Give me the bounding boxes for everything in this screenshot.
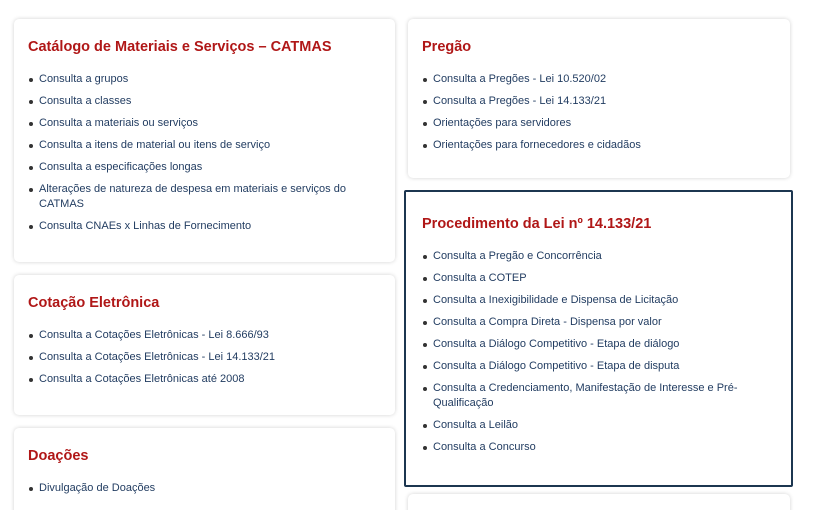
bullet-icon (29, 78, 33, 82)
list-item (28, 350, 381, 365)
list-item (28, 328, 381, 343)
card-title-procedimento-lei: Procedimento da Lei nº 14.133/21 (422, 216, 652, 232)
list-item (422, 315, 777, 330)
list-item (422, 94, 776, 109)
card-cotacao (14, 275, 395, 415)
list-item (422, 249, 777, 264)
bullet-icon (423, 122, 427, 126)
link-consulta-cnaes[interactable]: Consulta CNAEs x Linhas de Fornecimento (39, 220, 252, 232)
link-dialogo-competitivo-disputa[interactable]: Consulta a Diálogo Competitivo - Etapa de disputa (433, 360, 680, 372)
list-item (422, 271, 777, 286)
link-pregoes-14133[interactable]: Consulta a Pregões - Lei 14.133/21 (433, 95, 607, 107)
bullet-icon (423, 255, 427, 259)
bullet-icon (423, 299, 427, 303)
link-list-catmas (28, 72, 381, 234)
card-title-cotacao: Cotação Eletrônica (28, 295, 160, 311)
list-item (28, 138, 381, 153)
link-pregao-concorrencia[interactable]: Consulta a Pregão e Concorrência (433, 250, 602, 262)
link-alteracoes-natureza[interactable]: Alterações de natureza de despesa em materiais e serviços do CATMAS (39, 183, 346, 210)
link-consulta-itens[interactable]: Consulta a itens de material ou itens de serviço (39, 139, 271, 151)
bullet-icon (29, 166, 33, 170)
list-item (422, 116, 776, 131)
bullet-icon (29, 334, 33, 338)
link-dialogo-competitivo-dialogo[interactable]: Consulta a Diálogo Competitivo - Etapa de diálogo (433, 338, 680, 350)
link-list-cotacao (28, 328, 381, 387)
card-catmas (14, 19, 395, 262)
list-item (422, 381, 777, 411)
list-item (28, 182, 381, 212)
list-item (28, 116, 381, 131)
list-item (422, 440, 777, 455)
bullet-icon (423, 424, 427, 428)
link-pregoes-10520[interactable]: Consulta a Pregões - Lei 10.520/02 (433, 73, 607, 85)
bullet-icon (29, 487, 33, 491)
link-list-doacoes (28, 481, 381, 496)
card-pregao (408, 19, 790, 178)
link-divulgacao-doacoes[interactable]: Divulgação de Doações (39, 482, 156, 494)
link-compra-direta[interactable]: Consulta a Compra Direta - Dispensa por valor (433, 316, 662, 328)
list-item (28, 372, 381, 387)
link-consulta-classes[interactable]: Consulta a classes (39, 95, 132, 107)
link-concurso[interactable]: Consulta a Concurso (433, 441, 536, 453)
bullet-icon (29, 100, 33, 104)
list-item (422, 337, 777, 352)
bullet-icon (423, 144, 427, 148)
link-orientacoes-fornecedores[interactable]: Orientações para fornecedores e cidadãos (433, 139, 641, 151)
bullet-icon (29, 188, 33, 192)
link-leilao[interactable]: Consulta a Leilão (433, 419, 519, 431)
bullet-icon (423, 277, 427, 281)
bullet-icon (423, 321, 427, 325)
card-title-catmas: Catálogo de Materiais e Serviços – CATMAS (28, 39, 332, 55)
list-item (28, 72, 381, 87)
bullet-icon (29, 144, 33, 148)
bullet-icon (29, 122, 33, 126)
bullet-icon (423, 78, 427, 82)
list-item (28, 481, 381, 496)
card-partial (408, 494, 790, 510)
card-doacoes (14, 428, 395, 510)
list-item (422, 418, 777, 433)
list-item (422, 359, 777, 374)
bullet-icon (423, 100, 427, 104)
list-item (28, 94, 381, 109)
bullet-icon (29, 378, 33, 382)
list-item (422, 138, 776, 153)
link-credenciamento[interactable]: Consulta a Credenciamento, Manifestação de Interesse e Pré-Qualificação (433, 382, 738, 409)
link-consulta-especificacoes[interactable]: Consulta a especificações longas (39, 161, 203, 173)
card-title-doacoes: Doações (28, 448, 89, 464)
link-consulta-materiais-servicos[interactable]: Consulta a materiais ou serviços (39, 117, 198, 129)
link-orientacoes-servidores[interactable]: Orientações para servidores (433, 117, 572, 129)
list-item (422, 293, 777, 308)
link-inexigibilidade-dispensa[interactable]: Consulta a Inexigibilidade e Dispensa de Licitação (433, 294, 679, 306)
bullet-icon (423, 343, 427, 347)
list-item (28, 160, 381, 175)
list-item (422, 72, 776, 87)
link-cotacoes-8666[interactable]: Consulta a Cotações Eletrônicas - Lei 8.666/93 (39, 329, 269, 341)
bullet-icon (423, 387, 427, 391)
link-cotep[interactable]: Consulta a COTEP (433, 272, 527, 284)
card-procedimento-lei (404, 190, 793, 487)
card-title-pregao: Pregão (422, 39, 472, 55)
link-cotacoes-ate-2008[interactable]: Consulta a Cotações Eletrônicas até 2008 (39, 373, 245, 385)
bullet-icon (423, 446, 427, 450)
link-list-procedimento-lei (422, 249, 777, 455)
link-cotacoes-14133[interactable]: Consulta a Cotações Eletrônicas - Lei 14.133/21 (39, 351, 276, 363)
list-item (28, 219, 381, 234)
bullet-icon (29, 225, 33, 229)
bullet-icon (29, 356, 33, 360)
bullet-icon (423, 365, 427, 369)
link-consulta-grupos[interactable]: Consulta a grupos (39, 73, 129, 85)
link-list-pregao (422, 72, 776, 153)
